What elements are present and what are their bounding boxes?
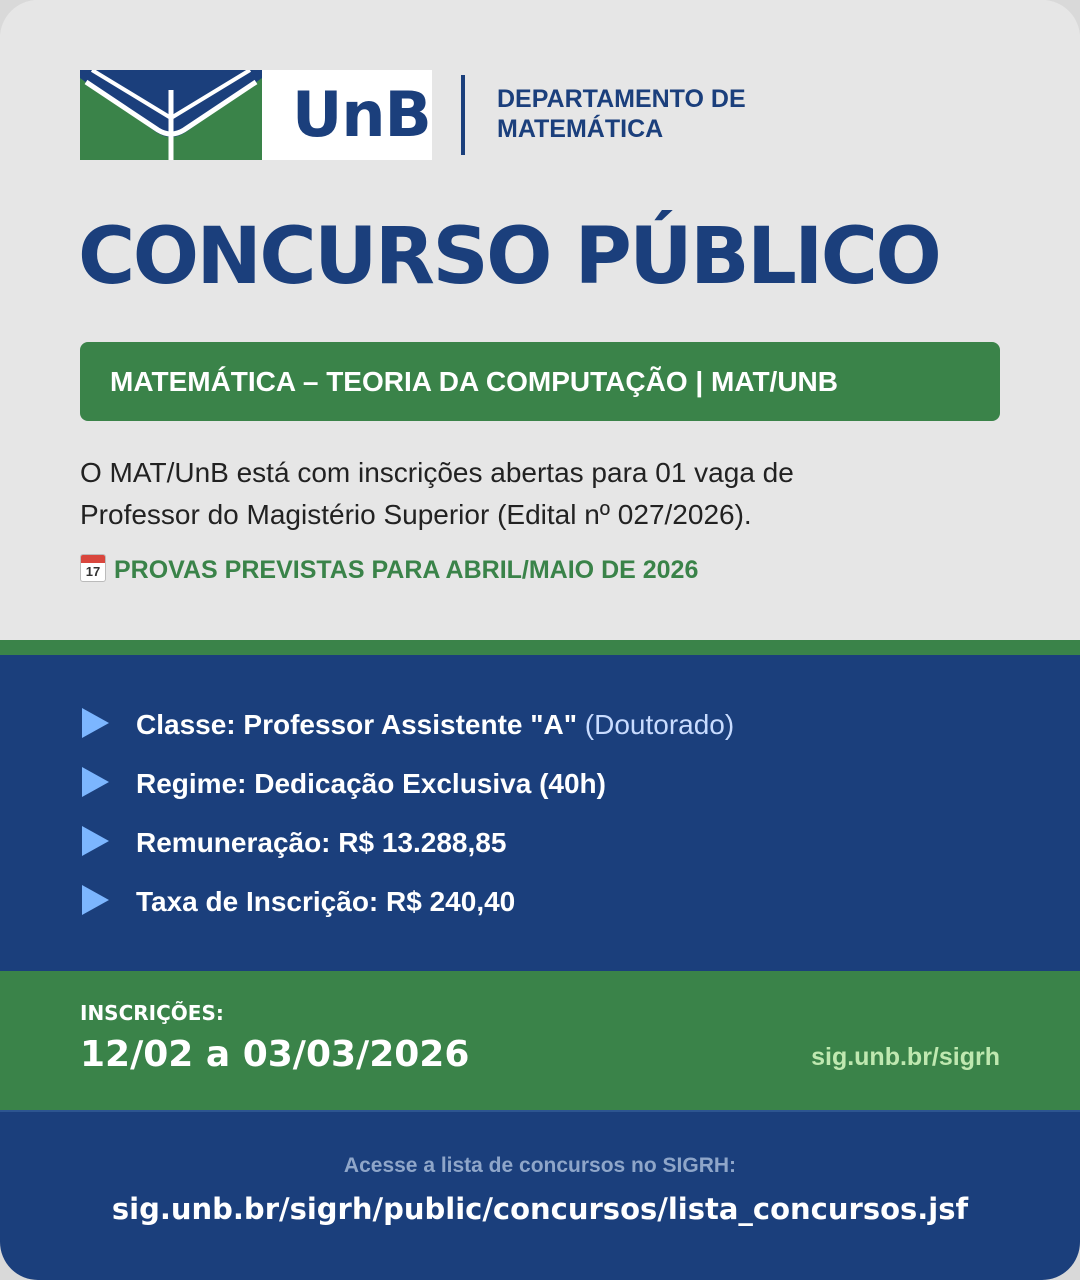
department-line-1: DEPARTAMENTO DE — [497, 85, 746, 113]
department-line-2: MATEMÁTICA — [497, 115, 664, 143]
intro-line-1: O MAT/UnB está com inscrições abertas para 01 vaga de — [80, 457, 794, 488]
detail-label: Remuneração: R$ 13.288,85 — [136, 827, 507, 858]
detail-note: (Doutorado) — [584, 709, 735, 740]
exam-dates — [80, 554, 698, 585]
intro-line-2: Professor do Magistério Superior (Edital nº 027/2026). — [80, 499, 752, 530]
calendar-day: 17 — [85, 564, 101, 579]
header-divider — [461, 75, 465, 155]
page-title: CONCURSO PÚBLICO — [78, 212, 940, 302]
subject-banner — [80, 342, 1000, 421]
exam-dates-text: PROVAS PREVISTAS PARA ABRIL/MAIO DE 2026 — [114, 556, 699, 584]
unb-logo — [80, 70, 432, 160]
calendar-icon — [80, 554, 106, 582]
detail-label: Regime: Dedicação Exclusiva (40h) — [136, 768, 606, 799]
play-triangle-icon — [82, 885, 109, 915]
details-section — [0, 655, 1080, 971]
detail-label: Taxa de Inscrição: R$ 240,40 — [136, 886, 516, 917]
registration-section — [0, 971, 1080, 1110]
intro-paragraph — [80, 452, 1000, 536]
registration-dates: 12/02 a 03/03/2026 — [80, 1034, 470, 1075]
footer-section — [0, 1112, 1080, 1280]
registration-label: INSCRIÇÕES: — [80, 1001, 224, 1025]
concursos-list-link[interactable]: sig.unb.br/sigrh/public/concursos/lista_concursos.jsf — [111, 1192, 969, 1226]
detail-label: Classe: Professor Assistente "A" — [136, 709, 578, 740]
unb-emblem-icon — [80, 70, 292, 160]
play-triangle-icon — [82, 767, 109, 797]
subject-banner-text: MATEMÁTICA – TEORIA DA COMPUTAÇÃO | MAT/UNB — [110, 366, 838, 397]
logo-wordmark: UnB — [292, 78, 431, 151]
footer-caption: Acesse a lista de concursos no SIGRH: — [343, 1154, 737, 1177]
play-triangle-icon — [82, 708, 109, 738]
green-stripe — [0, 640, 1080, 655]
play-triangle-icon — [82, 826, 109, 856]
department-name — [497, 84, 746, 144]
registration-link[interactable]: sig.unb.br/sigrh — [811, 1043, 1000, 1071]
